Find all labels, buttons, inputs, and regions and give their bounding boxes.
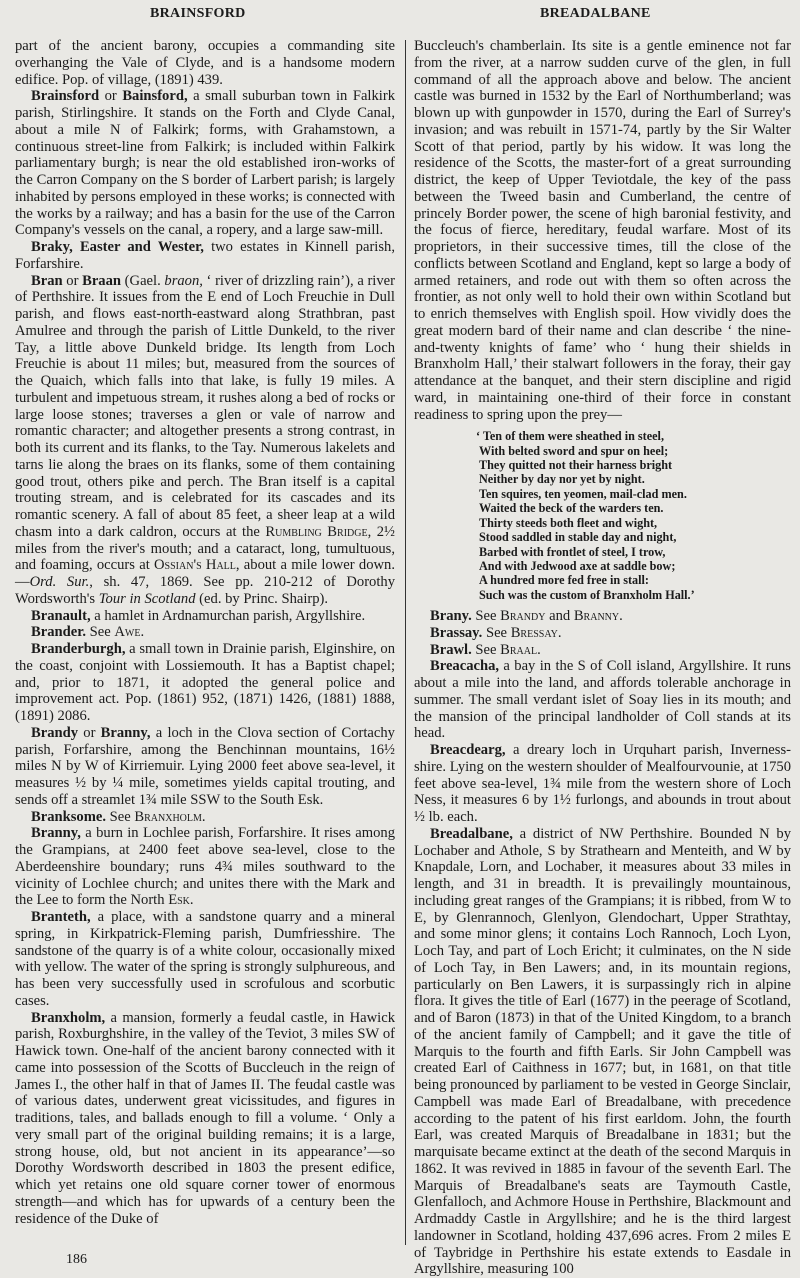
cross-reference: Brandy <box>500 608 546 625</box>
entry-headword: Breadalbane, <box>430 825 513 842</box>
poem-line: Such was the custom of Branxholm Hall.’ <box>479 587 695 602</box>
entry-headword: Bran <box>31 272 63 289</box>
poem-line: And with Jedwood axe at saddle bow; <box>479 558 676 573</box>
cross-reference: Awe <box>114 624 141 641</box>
entry-paragraph <box>414 658 791 742</box>
entry-headword: Branksome. <box>31 808 106 825</box>
entry-headword: Brassay. <box>430 624 483 641</box>
entry-text: (Gael. <box>121 272 165 289</box>
cross-reference: Bressay <box>510 624 558 641</box>
cross-reference: Braal <box>500 641 538 658</box>
poem-line: A hundred more fed free in stall: <box>479 573 649 588</box>
poem-quotation <box>476 429 791 602</box>
entry-text: or <box>62 272 83 289</box>
poem-line: Waited the beck of the warders ten. <box>479 501 664 516</box>
entry-text: a bay in the S of Coll island, Argyllshire. It runs about a mile into the land, and affords tolerable anchorage in summer. The small verdant islet of Soay lies in its mouth; and the mansion of the principal landholder of Coll stands at its head. <box>414 658 791 742</box>
entry-text: a burn in Lochlee parish, Forfarshire. It rises among the Grampians, at 2400 feet above sea-level, close to the Aberdeenshire boundary; runs 4¾ miles southward to the vicinity of Lochlee church; and unites there with the Mark and the Lee to form the North <box>15 825 395 909</box>
entry-text: Tour in Scotland <box>98 590 196 607</box>
entry-headword: Brawl. <box>430 641 472 658</box>
entry-text: and <box>545 608 574 625</box>
entry-text: part of the ancient barony, occupies a commanding site overhanging the Vale of Clyde, and is a handsome modern edifice. Pop. of village, (1891) 439. <box>15 38 395 88</box>
entry-text: . <box>201 808 206 825</box>
right-column <box>414 38 791 1278</box>
entry-text: a small suburban town in Falkirk parish, Stirlingshire. It stands on the Forth and Clyde Canal, about a mile N of Falkirk; forms, with Grahamstown, a continuous street-line from Falkirk; is included within Falkirk parliamentary burgh; is near the old established iron-works of the Carron Company on the S border of Larbert parish; is largely inhabited by persons employed in these works; is connected with the works by a railway; and has a basin for the use of the Carron Company's vessels on the canal, a ropery, and a large saw-mill. <box>15 88 395 239</box>
entry-text: or <box>99 88 123 105</box>
entry-paragraph <box>15 1010 395 1228</box>
entry-text: Buccleuch's chamberlain. Its site is a gentle eminence not far from the river, at a narrow sudden curve of the glen, in full command of all the approach above and below. The ancient castle was burned in 1532 by the Earl of Northumberland; was blown up with gunpowder in 1570, during the Earl of Surrey's invasion; and was rebuilt in 1571-74, partly by the Sir Walter Scott of that period, partly by his widow. It was long the residence of the Scotts, the master-fort of a great surrounding district, the keep of Upper Teviotdale, the key of the pass between the Tweed basin and Cumberland, the centre of princely Border power, the scene of high baronial festivity, and the focus of fierce, hereditary, feudal warfare. Most of its proprietors, in their successive times, till the close of the conflicts between Scotland and England, kept so large a body of armed retainers, and rode out with them so often across the frontier, as not only well to hold their own within Scotland but to enrich themselves with English spoil. How vividly does the great modern bard of their name and clan describe ‘ the nine-and-twenty knights of fame’ who ‘ hung their shields in Branxholm Hall,’ their stalwart followers in the foray, their gay attendance at the banquet, and their stern discipline and rigid ward, in maintaining one-third of their force in constant readiness to spring upon the prey— <box>414 38 791 423</box>
cross-reference: Rumbling Bridge <box>265 523 368 540</box>
running-head-left: BRAINSFORD <box>150 6 246 21</box>
entry-paragraph <box>414 38 791 423</box>
entry-headword: Bainsford, <box>122 88 188 105</box>
entry-text: a place, with a sandstone quarry and a mineral spring, in Kirkpatrick-Fleming parish, Dumfriesshire. The sandstone of the quarry is of a white colour, occasionally mixed with yellow. The water of the spring is strongly sulphureous, and has been very successfully used in scrofulous and scorbutic cases. <box>15 909 395 1009</box>
entry-paragraph <box>15 88 395 239</box>
entry-headword: Brandy <box>31 724 79 741</box>
cross-reference: Branxholm <box>134 808 202 825</box>
poem-line: Stood saddled in stable day and night, <box>479 530 677 545</box>
entry-headword: Breacdearg, <box>430 742 506 759</box>
entry-paragraph <box>15 725 395 809</box>
poem-line: With belted sword and spur on heel; <box>479 443 669 458</box>
entry-text: Ord. Sur. <box>29 574 90 590</box>
entry-text: . <box>189 892 194 909</box>
entry-text: or <box>78 724 101 741</box>
cross-reference: Ossian's Hall <box>154 557 236 574</box>
entry-headword: Branteth, <box>31 909 91 925</box>
entry-text: ‘ river of drizzling rain’), a river of Perthshire. It issues from the E end of Loch Freuchie in Dull parish, and flows east-north-eastward along Strathbran, past Amulree and through the parish of Little Dunkeld, to the river Tay, a little above Dunkeld bridge. Its length from Loch Freuchie is about 11 miles; but, measured from the sources of the Quaich, which falls into that lake, is fully 19 miles. A turbulent and impetuous stream, it rushes along a bed of rocks or large loose stones; traverses a glen or vale of narrow and romantic character; and altogether presents a strong contrast, in both its current and its flanks, to the Tay. Numerous lakelets and tarns lie along the braes on its flanks, some of them containing good trout, others pike and perch. The Bran itself is a capital trouting stream, and is celebrated for its cascades and its romantic scenery. A fall of about 85 feet, a sheer leap at a wild chasm into a dark caldron, occurs at the <box>15 272 395 540</box>
column-divider <box>405 40 406 1245</box>
entry-headword: Brany. <box>430 608 472 625</box>
entry-text: a loch in the Clova section of Cortachy parish, Forfarshire, among the Benchinnan mountains, 16½ miles N by W of Kirriemuir. Lying 2000 feet above sea-level, it measures ½ by ¼ mile, sometimes yields capital trouting, and sends off a streamlet 1¾ mile SSW to the South Esk. <box>15 724 395 808</box>
entry-text: See <box>471 641 501 658</box>
poem-line: Thirty steeds both fleet and wight, <box>479 515 658 530</box>
entry-headword: Brander. <box>31 624 87 641</box>
running-head-right: BREADALBANE <box>540 6 651 21</box>
entry-text: braon, <box>164 272 203 289</box>
entry-text: a dreary loch in Urquhart parish, Inverness-shire. Lying on the western shoulder of Mealfourvounie, at 1750 feet above sea-level, 1¾ mile from the western shore of Loch Ness, it measures 6 by 1½ furlongs, and abounds in trout about ½ lb. each. <box>414 742 791 826</box>
entry-paragraph <box>15 239 395 273</box>
entry-text: . <box>619 608 623 625</box>
entry-text: , 2½ miles from the river's mouth; and a cataract, long, tumultuous, and foaming, occurs at <box>15 523 395 574</box>
entry-text: See <box>106 808 135 825</box>
entry-paragraph <box>15 809 395 826</box>
entry-text: a district of NW Perthshire. Bounded N by Lochaber and Athole, S by Strathearn and Menteith, and W by Knapdale, Lorn, and Lochaber, it measures about 33 miles in length, and 31 in breadth. It is prevailingly mountainous, including great ranges of the Grampians; it is ribbed, from W to E, by Glenrannoch, Glenlyon, Glendochart, Upper Strathtay, and some minor glens; it contains Loch Rannoch, Loch Lyon, Loch Tay, and part of Loch Ericht; it culminates, on the N side of Loch Tay, in Ben Lawers; and, in its mountain regions, particularly on Ben Lawers, it is surpassingly rich in alpine flora. It gives the title of Earl (1677) in the peerage of Scotland, and of Baron (1873) in that of the United Kingdom, to a branch of the ancient family of Campbell; and it gave the title of Marquis to the fourth and fifth Earls. Sir John Campbell was created Earl of Caithness in 1677; but, in 1681, on that title being pronounced by parliament to be vested in George Sinclair, Campbell was made Earl of Breadalbane, with precedence according to the patent of his first earldom. John, the fourth Earl, was created Marquis of Breadalbane in 1831; but the marquisate became extinct at the death of the second Marquis in 1862. It was revived in 1885 in favour of the seventh Earl. The Marquis of Breadalbane's seats are Taymouth Castle, Glenfalloch, and Achmore House in Perthshire, Blackmount and Ardmaddy Castle in Argyllshire; and he is the third largest landowner in Scotland, holding 437,696 acres. From 2 miles E of Taybridge in Perthshire his estate extends to Easdale in Argyllshire, measuring 100 <box>414 825 791 1278</box>
entry-headword: Branny, <box>100 724 151 741</box>
entry-headword: Braan <box>82 272 122 289</box>
entry-paragraph <box>414 608 791 625</box>
entry-text: a mansion, formerly a feudal castle, in Hawick parish, Roxburghshire, in the valley of the Teviot, 3 miles SW of Hawick town. One-half of the ancient barony connected with it came into possession of the Scotts of Buccleuch in the reign of James I., the other half in that of James II. The feudal castle was of various dates, underwent great vicissitudes, and figures in traditions, tales, and ballads enough to fill a volume. ‘ Only a very small part of the original building remains; it is a large, strong house, old, but not ancient in its appearance’—so Dorothy Wordsworth described in 1803 the present edifice, which yet retains one old square corner tower of enormous strength—and which has for upwards of a century been the residence of the Duke of <box>15 1009 395 1227</box>
poem-line: ‘ Ten of them were sheathed in steel, <box>476 429 664 444</box>
entry-paragraph <box>15 641 395 725</box>
entry-headword: Braky, Easter and Wester, <box>31 239 204 255</box>
entry-paragraph <box>414 826 791 1278</box>
entry-text: , sh. 47, 1869. See pp. 210-212 of Dorothy Wordsworth's <box>15 574 395 607</box>
entry-headword: Breacacha, <box>430 658 500 675</box>
entry-paragraph <box>15 608 395 625</box>
poem-line: Neither by day nor yet by night. <box>479 472 645 487</box>
entry-text: See <box>482 624 511 641</box>
entry-text: (ed. by Princ. Shairp). <box>195 590 329 607</box>
entry-text: a small town in Drainie parish, Elginshire, on the coast, conjoint with Lossiemouth. It has a Baptist chapel; and, prior to 1871, it adopted the general police and improvement act. Pop. (1861) 952, (1871) 1426, (1881) 1888, (1891) 2086. <box>15 641 395 724</box>
entry-paragraph <box>414 625 791 642</box>
entry-text: . <box>557 624 562 641</box>
cross-reference: Branny <box>573 608 620 625</box>
entry-headword: Branault, <box>31 607 91 624</box>
right-column-before-poem <box>414 38 791 423</box>
poem-line: Ten squires, ten yeomen, mail-clad men. <box>479 486 687 501</box>
page-number: 186 <box>66 1252 87 1267</box>
entry-paragraph <box>414 742 791 826</box>
cross-reference: Esk <box>168 892 190 909</box>
left-column <box>15 38 395 1227</box>
right-column-after-poem <box>414 608 791 1278</box>
entry-headword: Brainsford <box>31 88 100 105</box>
entry-headword: Branxholm, <box>31 1009 106 1026</box>
entry-paragraph <box>15 273 395 608</box>
entry-paragraph <box>15 909 395 1010</box>
entry-paragraph <box>15 38 395 88</box>
entry-text: two estates in Kinnell parish, Forfarshire. <box>15 239 395 272</box>
poem-line: Barbed with frontlet of steel, I trow, <box>479 544 666 559</box>
entry-text: . <box>140 624 145 641</box>
poem-line: They quitted not their harness bright <box>479 458 673 473</box>
entry-headword: Branderburgh, <box>31 641 126 657</box>
entry-text: . <box>537 641 541 658</box>
entry-text: See <box>471 608 501 625</box>
entry-paragraph <box>15 825 395 909</box>
entry-paragraph <box>414 642 791 659</box>
entry-text: a hamlet in Ardnamurchan parish, Argyllshire. <box>90 607 366 624</box>
entry-paragraph <box>15 624 395 641</box>
entry-headword: Branny, <box>31 825 81 842</box>
entry-text: See <box>86 624 115 641</box>
entry-text: , about a mile lower down.— <box>15 557 395 590</box>
